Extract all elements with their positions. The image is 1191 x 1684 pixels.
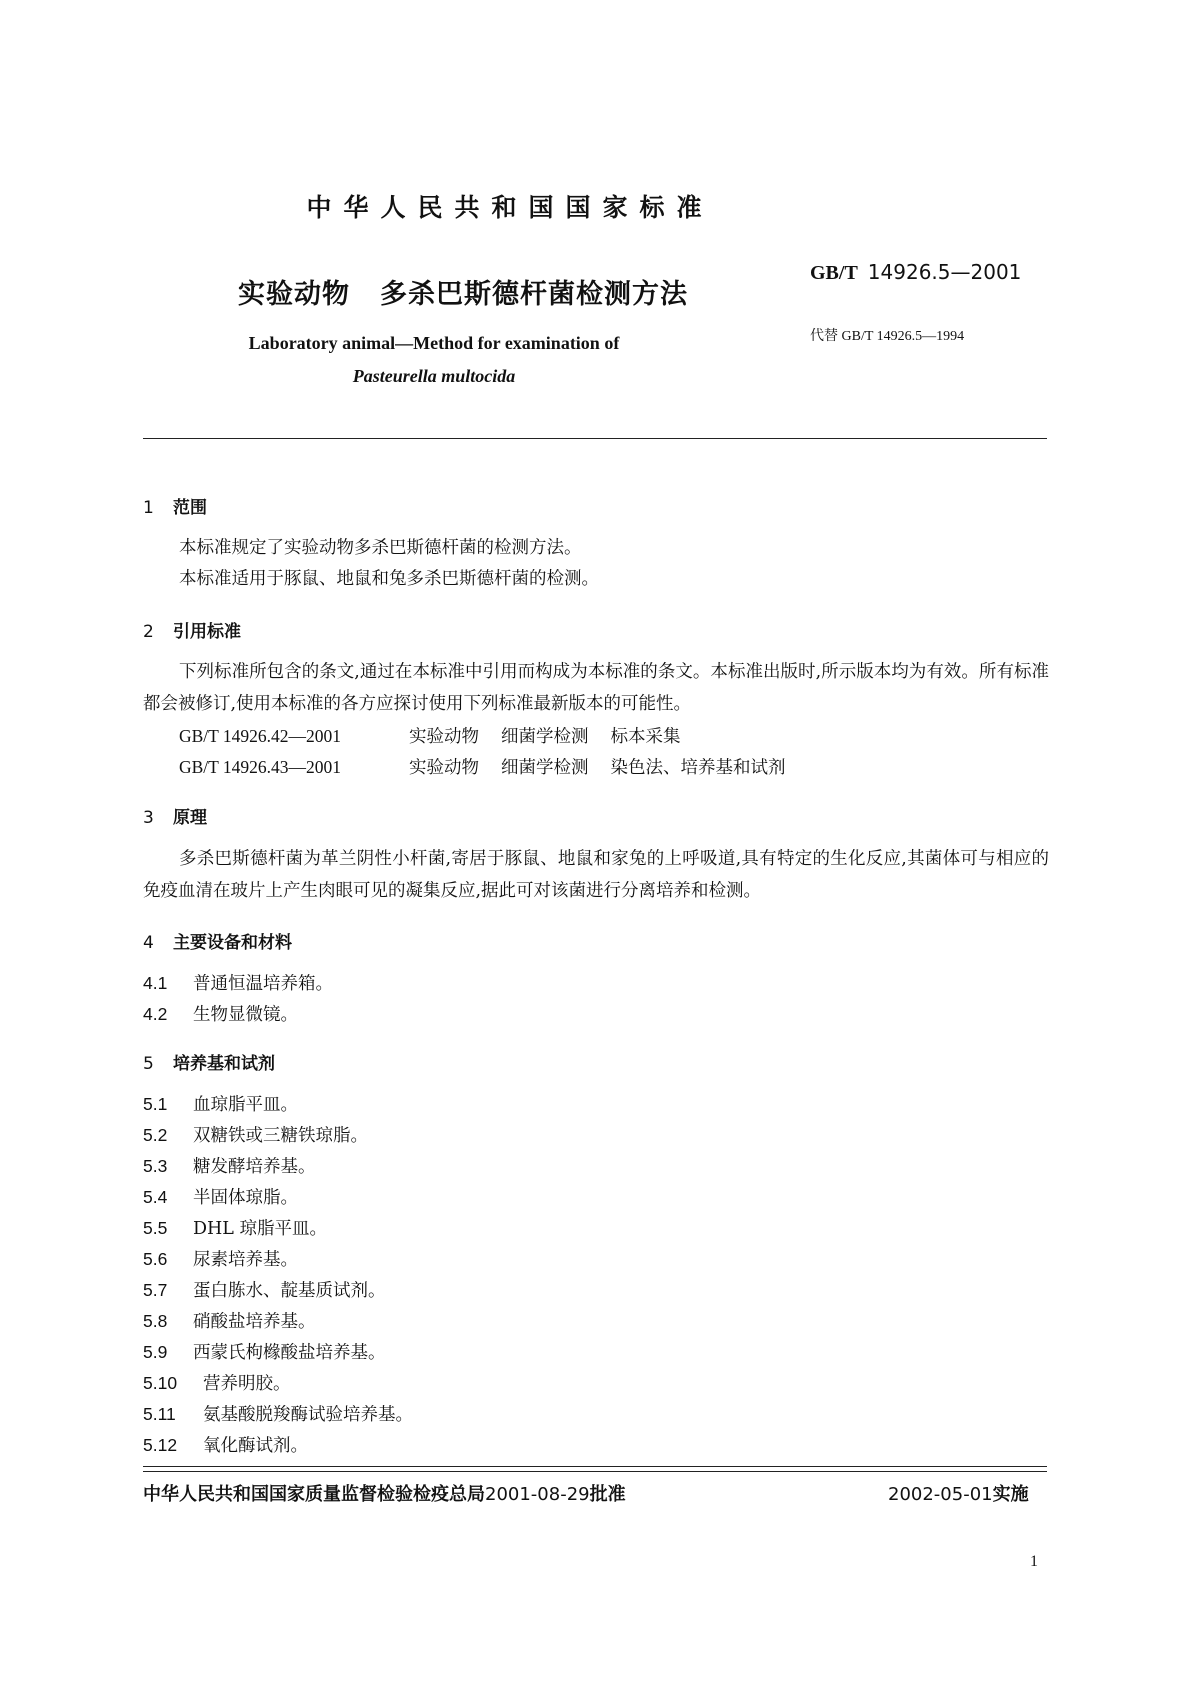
- item-5-7: 5.7 蛋白胨水、靛基质试剂。: [143, 1280, 386, 1301]
- standard-number: 14926.5—2001: [867, 260, 1022, 284]
- item-5-1: 5.1 血琼脂平皿。: [143, 1094, 298, 1115]
- cn-title-part2: 多杀巴斯德杆菌检测方法: [380, 279, 688, 310]
- item-5-6: 5.6 尿素培养基。: [143, 1249, 298, 1270]
- english-title-line1: Laboratory animal—Method for examination of: [248, 333, 620, 353]
- item-5-4: 5.4 半固体琼脂。: [143, 1187, 298, 1208]
- page-number: 1: [1030, 1553, 1038, 1570]
- implementation-date: 2002-05-01实施: [888, 1484, 1029, 1505]
- item-4-2: 4.2 生物显微镜。: [143, 1004, 298, 1025]
- cn-title-part1: 实验动物: [238, 279, 350, 310]
- replaces-standard: 代替 GB/T 14926.5—1994: [810, 329, 965, 344]
- section-2-paragraph: 下列标准所包含的条文,通过在本标准中引用而构成为本标准的条文。本标准出版时,所示版本均为有效。所有标准都会被修订,使用本标准的各方应探讨使用下列标准最新版本的可能性。: [143, 662, 1049, 714]
- item-5-5: 5.5 DHL 琼脂平皿。: [143, 1218, 327, 1239]
- chinese-title: [238, 272, 688, 311]
- approval-line: 中华人民共和国国家质量监督检验检疫总局2001-08-29批准: [143, 1484, 626, 1505]
- english-title-line2: Pasteurella multocida: [352, 366, 516, 386]
- section-4-heading: 4 主要设备和材料: [143, 933, 292, 953]
- section-1-line-2: 本标准适用于豚鼠、地鼠和兔多杀巴斯德杆菌的检测。: [179, 569, 599, 589]
- section-2-heading: 2 引用标准: [143, 622, 241, 642]
- item-5-12: 5.12 氧化酶试剂。: [143, 1435, 308, 1456]
- footer-divider-bottom: [143, 1471, 1047, 1472]
- section-5-heading: 5 培养基和试剂: [143, 1054, 275, 1074]
- section-1-line-1: 本标准规定了实验动物多杀巴斯德杆菌的检测方法。: [179, 538, 582, 558]
- item-5-2: 5.2 双糖铁或三糖铁琼脂。: [143, 1125, 368, 1146]
- standard-code: [810, 260, 1021, 285]
- footer-divider-top: [143, 1466, 1047, 1467]
- item-5-11: 5.11 氨基酸脱羧酶试验培养基。: [143, 1404, 413, 1425]
- national-standard-title: 中华人民共和国国家标准: [306, 193, 714, 222]
- standard-prefix: GB/T: [810, 262, 858, 284]
- section-3-paragraph: 多杀巴斯德杆菌为革兰阴性小杆菌,寄居于豚鼠、地鼠和家兔的上呼吸道,具有特定的生化反应,其菌体可与相应的免疫血清在玻片上产生肉眼可见的凝集反应,据此可对该菌进行分离培养和检测。: [143, 849, 1049, 901]
- item-5-8: 5.8 硝酸盐培养基。: [143, 1311, 316, 1332]
- item-5-3: 5.3 糖发酵培养基。: [143, 1156, 316, 1177]
- item-4-1: 4.1 普通恒温培养箱。: [143, 973, 333, 994]
- reference-2: GB/T 14926.43—2001 实验动物 细菌学检测 染色法、培养基和试剂: [179, 757, 786, 778]
- section-3-heading: 3 原理: [143, 808, 207, 828]
- reference-1: GB/T 14926.42—2001 实验动物 细菌学检测 标本采集: [179, 726, 681, 747]
- header-divider: [143, 438, 1047, 439]
- item-5-9: 5.9 西蒙氏枸橼酸盐培养基。: [143, 1342, 386, 1363]
- item-5-10: 5.10 营养明胶。: [143, 1373, 291, 1394]
- section-1-heading: 1 范围: [143, 498, 207, 518]
